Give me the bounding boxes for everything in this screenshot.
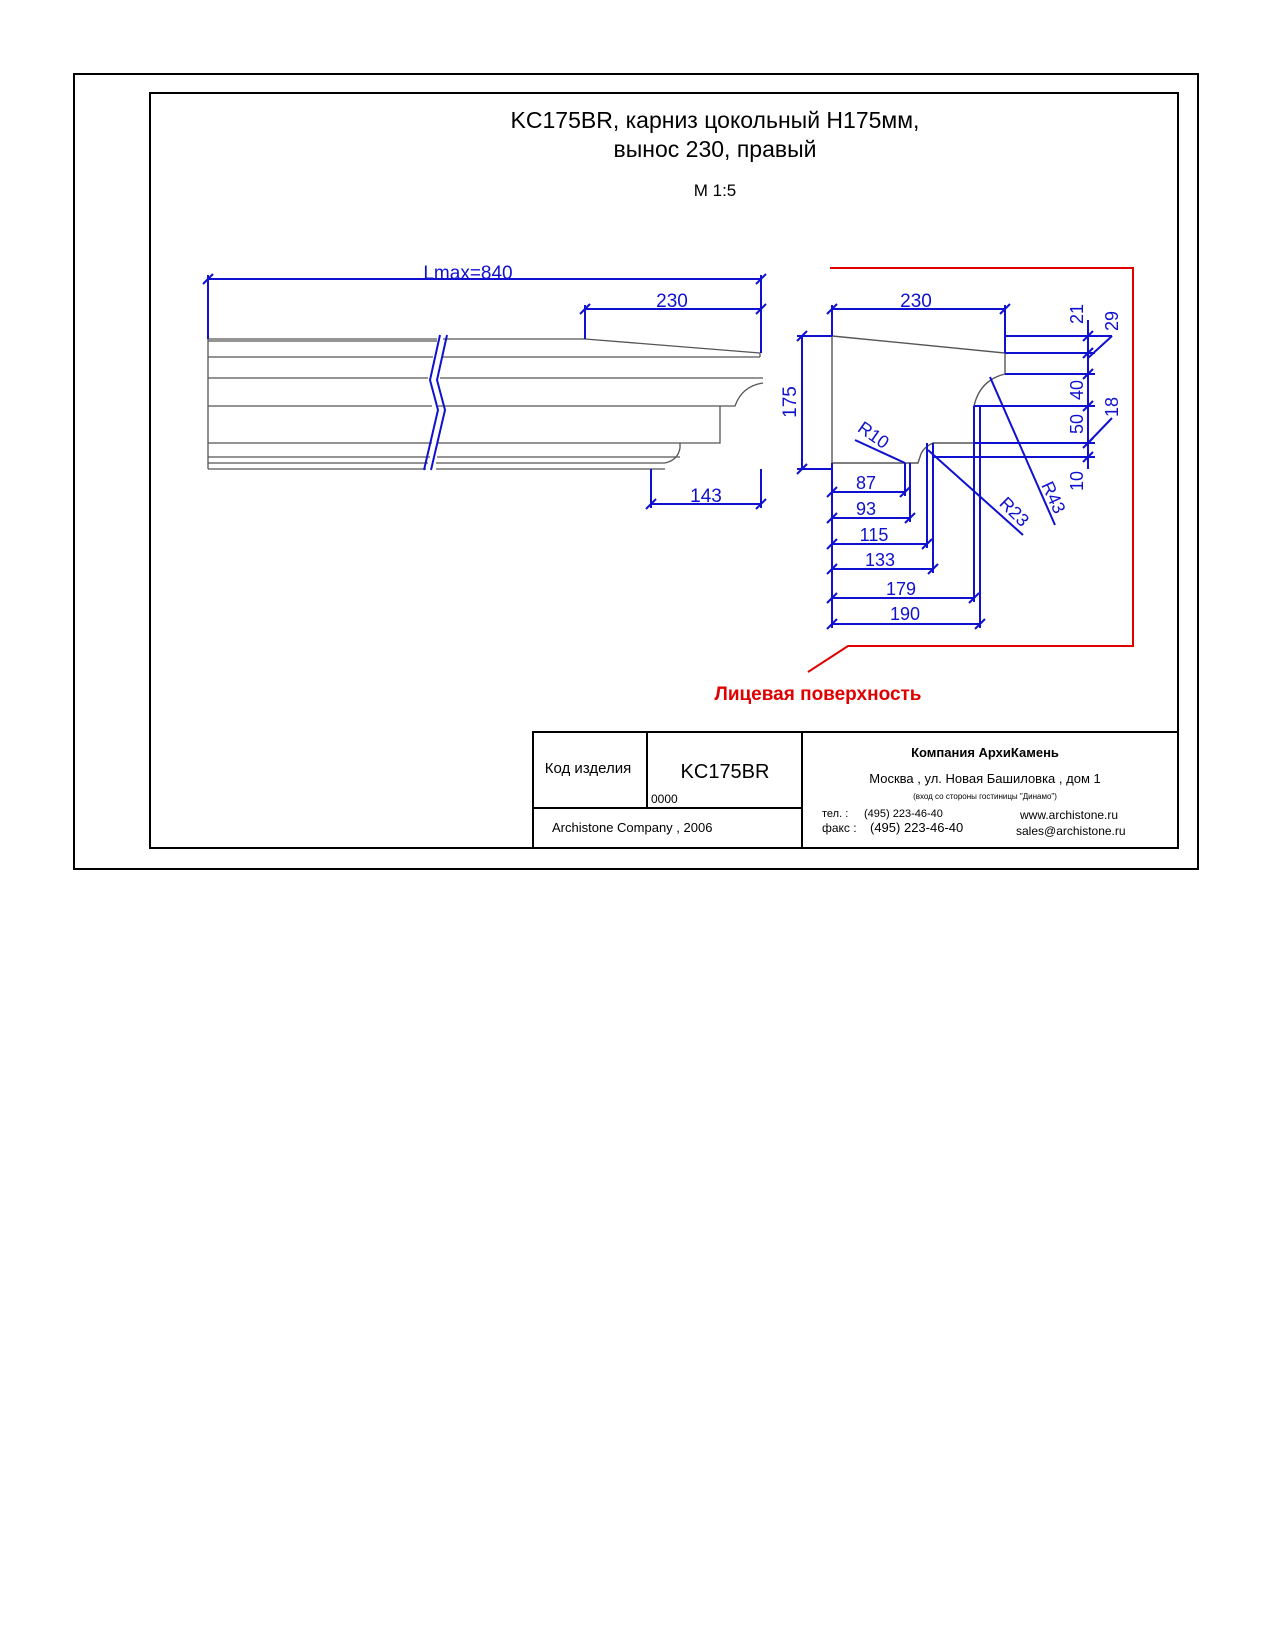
dim-87-label: 87: [855, 473, 877, 493]
scale-label: М 1:5: [693, 181, 737, 200]
face-surface-outline: [808, 268, 1133, 672]
company-entrance: (вход со стороны гостиницы "Динамо"): [913, 792, 1057, 801]
email-link[interactable]: sales@archistone.ru: [1016, 824, 1126, 838]
company-address: Москва , ул. Новая Башиловка , дом 1: [869, 771, 1101, 786]
front-view: [208, 339, 763, 469]
tel-number: (495) 223-46-40: [864, 808, 943, 820]
radius-r43-label: R43: [1037, 478, 1070, 517]
profile-dimensions: [797, 304, 1112, 629]
profile-height-label: 175: [780, 386, 801, 418]
radius-r10-label: R10: [854, 417, 893, 453]
profile-width-label: 230: [900, 291, 932, 312]
tel-label: тел. :: [822, 808, 849, 820]
code-value: KC175BR: [680, 761, 770, 783]
dim-133-label: 133: [864, 550, 896, 570]
radius-r23-label: R23: [995, 493, 1033, 531]
inner-frame: [150, 93, 1178, 848]
dim-18-label: 18: [1102, 396, 1122, 418]
website-link[interactable]: www.archistone.ru: [1020, 808, 1119, 822]
code-label: Код изделия: [544, 760, 632, 777]
fax-number: (495) 223-46-40: [870, 820, 964, 835]
top-width-dimension-label: 230: [656, 291, 688, 312]
bottom-width-dimension-label: 143: [690, 486, 722, 507]
dim-50-label: 50: [1067, 413, 1087, 435]
dim-21-label: 21: [1067, 303, 1087, 325]
length-dimension-label: Lmax=840: [423, 263, 513, 284]
title-line-2: вынос 230, правый: [613, 136, 817, 162]
title-line-1: KC175BR, карниз цокольный H175мм,: [510, 107, 920, 133]
dim-115-label: 115: [859, 525, 889, 545]
dim-10-label: 10: [1067, 470, 1087, 492]
dim-93-label: 93: [855, 499, 877, 519]
face-surface-label: Лицевая поверхность: [714, 684, 922, 705]
dim-29-label: 29: [1102, 310, 1122, 332]
footer-company: Archistone Company , 2006: [552, 820, 713, 835]
dim-40-label: 40: [1067, 379, 1087, 401]
fax-label: факс :: [822, 821, 857, 835]
code-number: 0000: [651, 792, 678, 806]
break-lines: [424, 335, 447, 470]
dim-179-label: 179: [885, 579, 917, 599]
dim-190-label: 190: [889, 604, 921, 624]
company-name: Компания АрхиКамень: [911, 745, 1059, 760]
